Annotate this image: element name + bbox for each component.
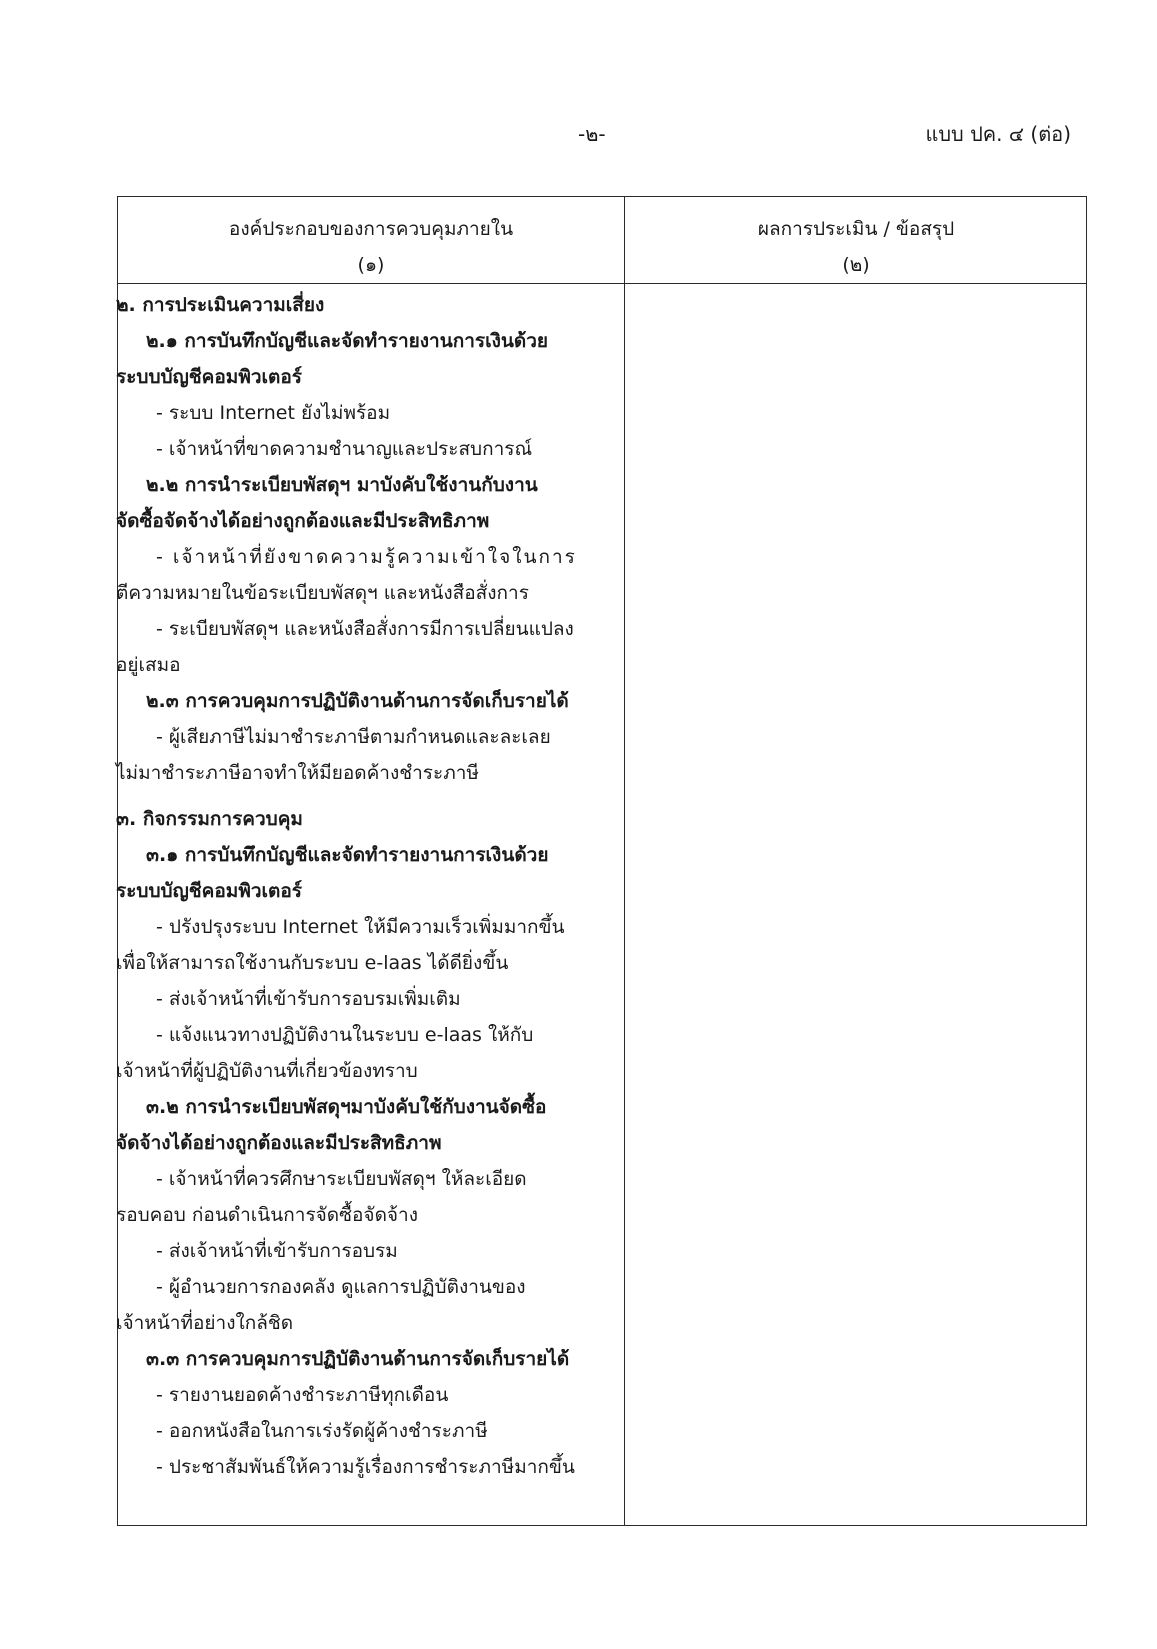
form-code: แบบ ปค. ๔ (ต่อ) <box>925 122 1071 146</box>
subsection-heading: ๓.๓ การควบคุมการปฏิบัติงานด้านการจัดเก็บรายได้ <box>146 1348 570 1370</box>
bullet-item: - เจ้าหน้าที่ยังขาดความรู้ความเข้าใจในการ <box>156 546 577 568</box>
column-header-number: (๑) <box>357 254 385 276</box>
column-header-components <box>118 211 624 283</box>
bullet-item-cont: รอบคอบ ก่อนดำเนินการจัดซื้อจัดจ้าง <box>116 1204 418 1226</box>
bullet-item: - ออกหนังสือในการเร่งรัดผู้ค้างชำระภาษี <box>156 1420 488 1442</box>
section-heading: ๒. การประเมินความเสี่ยง <box>116 294 325 316</box>
column-header-number: (๒) <box>842 254 870 276</box>
page-number: -๒- <box>578 122 606 146</box>
subsection-heading: ๓.๑ การบันทึกบัญชีและจัดทำรายงานการเงินด้วย <box>146 844 549 866</box>
bullet-item-cont: อยู่เสมอ <box>116 654 181 676</box>
bullet-item: - ประชาสัมพันธ์ให้ความรู้เรื่องการชำระภาษีมากขึ้น <box>156 1456 575 1478</box>
bullet-item: - ระบบ Internet ยังไม่พร้อม <box>156 402 391 424</box>
subsection-heading: ๓.๒ การนำระเบียบพัสดุฯมาบังคับใช้กับงานจัดซื้อ <box>146 1096 547 1118</box>
bullet-item-cont: เจ้าหน้าที่อย่างใกล้ชิด <box>116 1312 294 1334</box>
bullet-item-cont: เจ้าหน้าที่ผู้ปฏิบัติงานที่เกี่ยวข้องทราบ <box>116 1060 418 1082</box>
bullet-item: - ระเบียบพัสดุฯ และหนังสือสั่งการมีการเปลี่ยนแปลง <box>156 618 574 640</box>
bullet-item: - ผู้อำนวยการกองคลัง ดูแลการปฏิบัติงานของ <box>156 1276 526 1298</box>
subsection-heading: ๒.๓ การควบคุมการปฏิบัติงานด้านการจัดเก็บรายได้ <box>146 690 569 712</box>
bullet-item: - รายงานยอดค้างชำระภาษีทุกเดือน <box>156 1384 449 1406</box>
bullet-item: - ส่งเจ้าหน้าที่เข้ารับการอบรม <box>156 1240 398 1262</box>
subsection-heading-cont: ระบบบัญชีคอมพิวเตอร์ <box>116 880 302 902</box>
bullet-item: - ส่งเจ้าหน้าที่เข้ารับการอบรมเพิ่มเติม <box>156 988 461 1010</box>
subsection-heading-cont: จัดจ้างได้อย่างถูกต้องและมีประสิทธิภาพ <box>116 1132 442 1154</box>
section-heading: ๓. กิจกรรมการควบคุม <box>116 808 303 830</box>
header-divider <box>118 283 1086 284</box>
column-header-title: องค์ประกอบของการควบคุมภายใน <box>228 218 514 240</box>
column-header-title: ผลการประเมิน / ข้อสรุป <box>757 218 955 240</box>
bullet-item: - แจ้งแนวทางปฏิบัติงานในระบบ e-laas ให้กับ <box>156 1024 534 1046</box>
bullet-item-cont: ไม่มาชำระภาษีอาจทำให้มียอดค้างชำระภาษี <box>116 762 479 784</box>
subsection-heading-cont: ระบบบัญชีคอมพิวเตอร์ <box>116 366 302 388</box>
bullet-item: - เจ้าหน้าที่ควรศึกษาระเบียบพัสดุฯ ให้ละเอียด <box>156 1168 527 1190</box>
components-column-content <box>116 287 616 1485</box>
bullet-item: - ปรังปรุงระบบ Internet ให้มีความเร็วเพิ่มมากขึ้น <box>156 916 565 938</box>
subsection-heading: ๒.๑ การบันทึกบัญชีและจัดทำรายงานการเงินด้วย <box>146 330 548 352</box>
column-divider <box>624 197 625 1525</box>
bullet-item: - เจ้าหน้าที่ขาดความชำนาญและประสบการณ์ <box>156 438 533 460</box>
subsection-heading-cont: จัดซื้อจัดจ้างได้อย่างถูกต้องและมีประสิทธิภาพ <box>116 510 490 532</box>
subsection-heading: ๒.๒ การนำระเบียบพัสดุฯ มาบังคับใช้งานกับงาน <box>146 474 538 496</box>
bullet-item-cont: เพื่อให้สามารถใช้งานกับระบบ e-laas ได้ดียิ่งขึ้น <box>116 952 509 974</box>
bullet-item: - ผู้เสียภาษีไม่มาชำระภาษีตามกำหนดและละเลย <box>156 726 551 748</box>
bullet-item-cont: ตีความหมายในข้อระเบียบพัสดุฯ และหนังสือสั่งการ <box>116 582 529 604</box>
column-header-results <box>624 211 1088 283</box>
page-header <box>0 118 1157 158</box>
